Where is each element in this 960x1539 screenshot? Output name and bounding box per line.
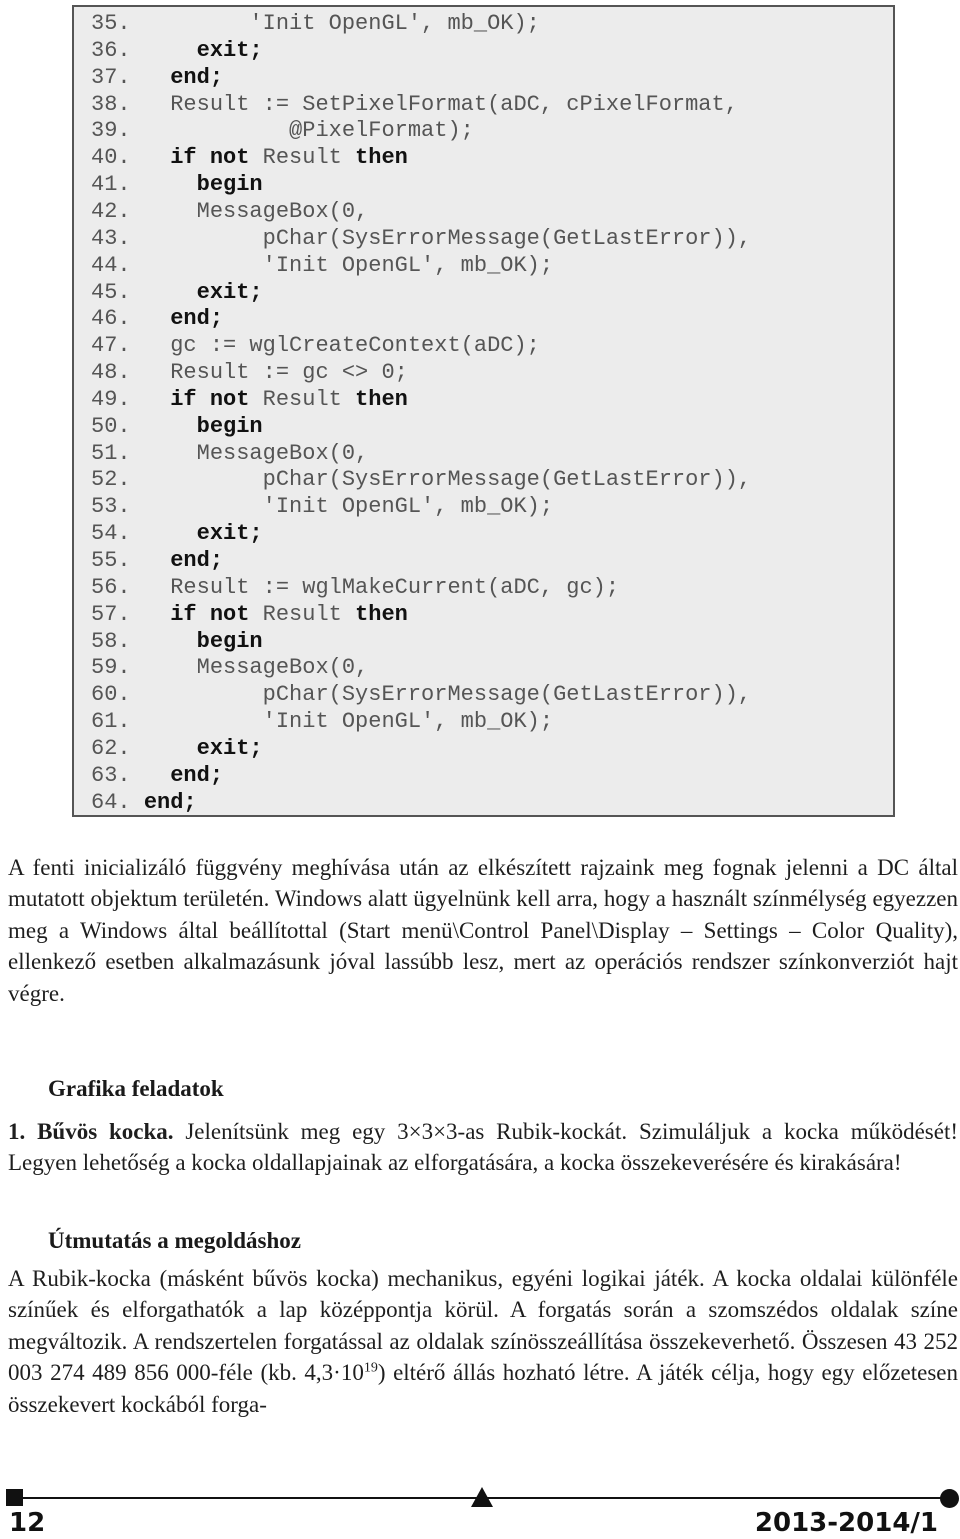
- code-text: Result := SetPixelFormat(aDC, cPixelFormat,: [130, 91, 738, 117]
- line-number: 50.: [91, 413, 131, 439]
- code-line: [91, 574, 619, 601]
- line-number: 51.: [91, 440, 131, 466]
- code-line: [91, 493, 553, 520]
- code-text: [131, 521, 197, 546]
- line-number: 63.: [91, 762, 131, 788]
- code-line: [91, 171, 263, 198]
- code-line: [91, 654, 368, 681]
- intro-paragraph: A fenti inicializáló függvény meghívása után az elkészített rajzaink meg fognak jelenni a DC által mutatott objektum területén. Windows alatt ügyelnünk kell arra, hogy a használt színmélység egyezzen meg a Windows által beállítottal (Start menü\Control Panel\Display – Settings – Color Quality), ellenkező esetben alkalmazásunk jóval lassúbb lesz, mert az operációs rendszer színkonverziót hajt végre.: [8, 855, 958, 1006]
- page-number: 12: [9, 1508, 46, 1538]
- code-line: [91, 547, 223, 574]
- code-text: pChar(SysErrorMessage(GetLastError)),: [130, 225, 752, 251]
- code-text: pChar(SysErrorMessage(GetLastError)),: [130, 467, 752, 493]
- line-number: 52.: [91, 467, 131, 493]
- hint-heading: Útmutatás a megoldáshoz: [48, 1228, 301, 1253]
- line-number: 61.: [91, 709, 131, 735]
- code-line: [91, 117, 474, 144]
- code-keyword: end;: [170, 548, 224, 573]
- code-line: [91, 359, 408, 386]
- line-number: 43.: [91, 225, 131, 251]
- code-line: [91, 440, 368, 467]
- code-keyword: begin: [196, 628, 263, 654]
- code-keyword: end;: [170, 762, 224, 788]
- code-text: 'Init OpenGL', mb_OK);: [130, 709, 554, 735]
- code-keyword: if not: [170, 145, 250, 171]
- line-number: 55.: [91, 548, 131, 573]
- code-line: [91, 305, 223, 332]
- code-line: [91, 601, 408, 628]
- line-number: 40.: [91, 145, 131, 171]
- code-line: [91, 279, 263, 306]
- task-text: Jelenítsünk meg egy 3×3×3-as Rubik-kockát. Szimuláljuk a kocka működését! Legyen lehetőség a kocka oldallapjainak az elforgatására, a kocka összekeverésére és kirakására!: [8, 1119, 958, 1176]
- code-line: [91, 252, 553, 279]
- code-line: [91, 628, 263, 655]
- line-number: 62.: [91, 735, 131, 761]
- code-text: MessageBox(0,: [130, 440, 369, 466]
- code-keyword: then: [355, 145, 408, 171]
- code-listing: [72, 5, 895, 817]
- code-text: Result: [249, 386, 356, 412]
- code-line: [91, 413, 263, 440]
- code-line: [91, 681, 751, 708]
- code-line: [91, 789, 197, 816]
- code-line: [91, 762, 223, 789]
- code-text: [131, 548, 171, 573]
- code-line: [91, 225, 751, 252]
- code-text: [131, 145, 171, 170]
- code-line: [91, 735, 263, 762]
- code-text: [131, 306, 171, 331]
- code-line: [91, 520, 263, 547]
- hint-paragraph: [8, 1263, 958, 1420]
- code-text: [131, 414, 197, 439]
- line-number: 45.: [91, 279, 131, 305]
- code-line: [91, 708, 553, 735]
- line-number: 56.: [91, 574, 131, 600]
- code-line: [91, 466, 751, 493]
- code-text: MessageBox(0,: [130, 655, 369, 681]
- code-text: [131, 763, 171, 788]
- line-number: 35.: [91, 11, 131, 36]
- line-number: 46.: [91, 306, 131, 332]
- line-number: 36.: [91, 37, 131, 63]
- footer-triangle-icon: [471, 1487, 493, 1507]
- code-text: [131, 602, 171, 627]
- hint-text: A Rubik-kocka (másként bűvös kocka) mechanikus, egyéni logikai játék. A kocka oldalai különféle színűek és elforgathatók a lap középpontja körül. A forgatás során a szomszédos oldalak színe megváltozik. A rendszertelen forgatással az oldalak színösszeállítása összekeverhető. Összesen 43 252 003 274 489 856 000-féle (kb. 4,3·10: [8, 1266, 958, 1386]
- code-text: [131, 387, 171, 412]
- code-text: [131, 736, 197, 761]
- code-keyword: end;: [170, 306, 224, 332]
- journal-issue: 2013-2014/1: [754, 1508, 938, 1538]
- code-text: pChar(SysErrorMessage(GetLastError)),: [130, 682, 752, 708]
- line-number: 39.: [91, 118, 131, 144]
- code-text: [131, 172, 197, 197]
- code-text: Result: [249, 601, 356, 627]
- code-keyword: begin: [196, 172, 263, 198]
- code-text: [131, 38, 197, 63]
- hint-text-continued: ) eltérő állás hozható létre. A játék célja, hogy egy előzetesen összekevert kockából forga-: [8, 1360, 958, 1417]
- line-number: 53.: [91, 494, 131, 520]
- code-line: [91, 10, 540, 37]
- line-number: 57.: [91, 601, 131, 627]
- task-paragraph: [8, 1116, 958, 1179]
- code-keyword: exit;: [196, 521, 263, 547]
- code-text: 'Init OpenGL', mb_OK);: [130, 252, 554, 278]
- code-line: [91, 332, 540, 359]
- code-text: Result: [249, 145, 356, 171]
- code-text: [131, 790, 144, 815]
- line-number: 48.: [91, 360, 131, 386]
- code-keyword: exit;: [196, 279, 263, 305]
- line-number: 58.: [91, 628, 131, 654]
- code-line: [91, 91, 738, 118]
- code-line: [91, 37, 263, 64]
- code-text: @PixelFormat);: [130, 118, 474, 144]
- code-text: 'Init OpenGL', mb_OK);: [130, 11, 540, 36]
- section-heading: Grafika feladatok: [48, 1076, 224, 1101]
- code-keyword: begin: [196, 413, 263, 439]
- code-text: [131, 629, 197, 654]
- code-keyword: end;: [170, 64, 224, 90]
- line-number: 38.: [91, 91, 131, 117]
- line-number: 54.: [91, 521, 131, 547]
- code-keyword: then: [355, 601, 408, 627]
- code-line: [91, 386, 408, 413]
- code-keyword: exit;: [196, 735, 263, 761]
- code-keyword: then: [355, 386, 408, 412]
- code-keyword: exit;: [196, 37, 263, 63]
- code-text: MessageBox(0,: [130, 198, 369, 224]
- code-text: Result := gc <> 0;: [130, 360, 408, 386]
- line-number: 37.: [91, 64, 131, 90]
- line-number: 44.: [91, 252, 131, 278]
- code-text: [131, 65, 171, 90]
- code-line: [91, 198, 368, 225]
- code-text: [131, 280, 197, 305]
- code-keyword: end;: [143, 789, 197, 815]
- line-number: 41.: [91, 172, 131, 198]
- line-number: 42.: [91, 198, 131, 224]
- task-title: 1. Bűvös kocka.: [8, 1119, 174, 1144]
- code-text: 'Init OpenGL', mb_OK);: [130, 494, 554, 520]
- code-keyword: if not: [170, 601, 250, 627]
- line-number: 64.: [91, 789, 131, 815]
- line-number: 59.: [91, 655, 131, 681]
- code-text: gc := wglCreateContext(aDC);: [130, 333, 540, 359]
- line-number: 49.: [91, 386, 131, 412]
- line-number: 60.: [91, 682, 131, 708]
- exponent: 19: [363, 1360, 378, 1376]
- footer-circle-icon: [940, 1489, 959, 1508]
- code-line: [91, 144, 408, 171]
- code-line: [91, 64, 223, 91]
- code-text: Result := wglMakeCurrent(aDC, gc);: [130, 574, 620, 600]
- line-number: 47.: [91, 333, 131, 359]
- code-keyword: if not: [170, 386, 250, 412]
